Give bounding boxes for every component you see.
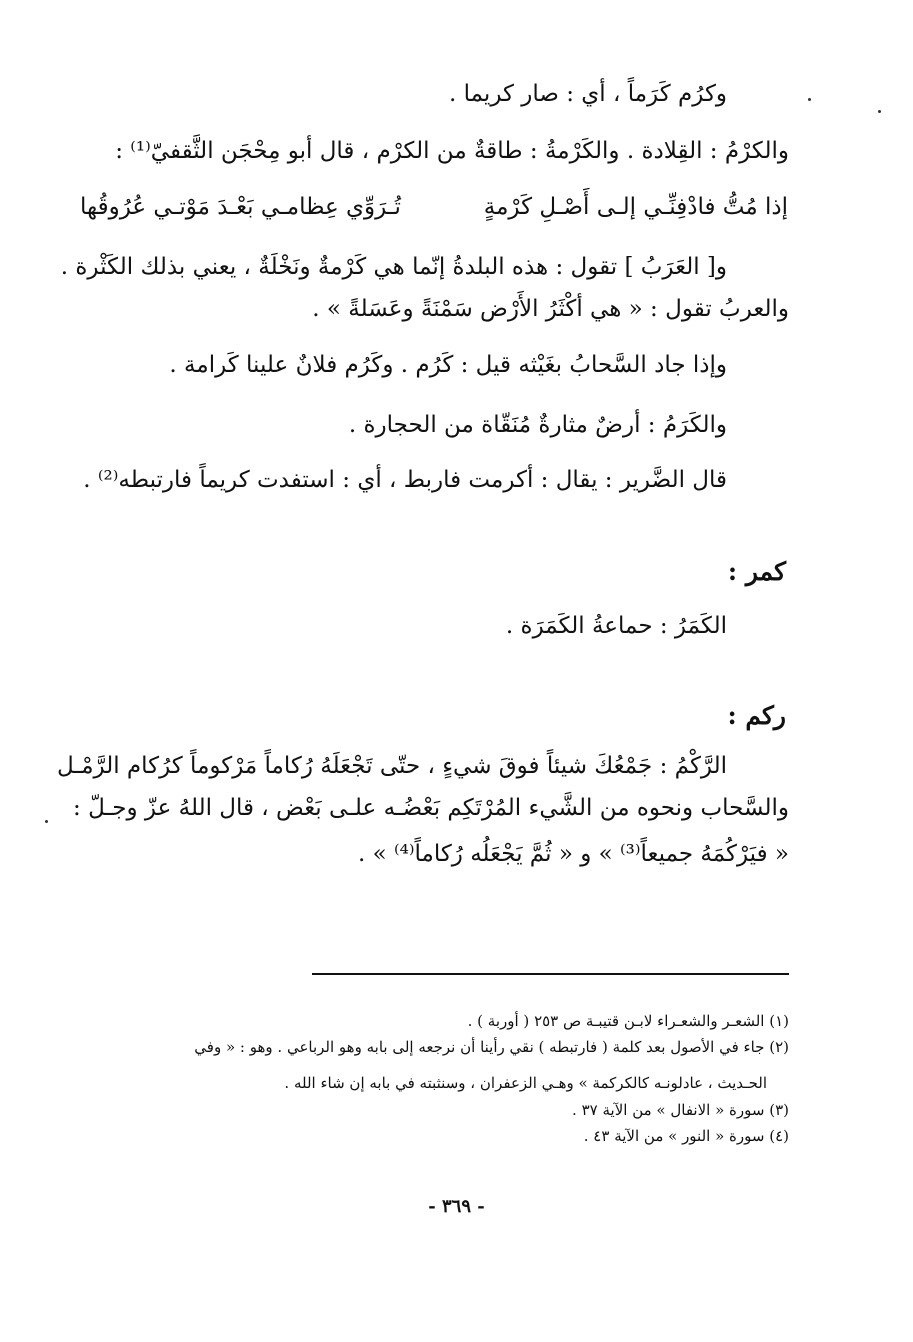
page-number: - ٣٦٩ -: [428, 1196, 485, 1217]
rakm-line-1: الرَّكْمُ : جَمْعُكَ شيئاً فوقَ شيءٍ ، حتّى تَجْعَلَهُ رُكاماً مَرْكوماً كرُكام الرَّمْـل: [57, 753, 727, 779]
kamr-line: الكَمَرُ : حماعةُ الكَمَرَة .: [505, 613, 727, 639]
footnote-2: (٢) جاء في الأصول بعد كلمة ( فارتبطه ) نقي رأينا أن نرجعه إلى بابه وهو الرباعي . وهو : « وفي: [194, 1038, 789, 1056]
karam-line-7: قال الضَّرير : يقال : أكرمت فاربط ، أي : استفدت كريماً فارتبطه⁽²⁾ .: [83, 467, 727, 493]
verse-hemistich-1: إذا مُتُّ فادْفِنِّـي إلـى أَصْـلِ كَرْمةٍ: [483, 194, 788, 220]
scan-speck: [878, 110, 881, 113]
karam-line-3: و[ العَرَبُ ] تقول : هذه البلدةُ إنّما هي كَرْمةٌ ونَخْلَةٌ ، يعني بذلك الكَثْرة .: [60, 254, 727, 280]
karam-line-4: والعربُ تقول : « هي أكْثَرُ الأَرْض سَمْنَةً وعَسَلةً » .: [312, 296, 789, 322]
entry-heading-kamr: كمر :: [727, 557, 786, 586]
rakm-line-3: « فيَرْكُمَهُ جميعاً⁽³⁾ » و « ثُمَّ يَجْعَلُه رُكاماً⁽⁴⁾ » .: [357, 841, 789, 867]
karam-line-1: وكرُم كَرَماً ، أي : صار كريما .: [449, 81, 727, 107]
rakm-line-2: والسَّحاب ونحوه من الشَّيء المُرْتَكِم بَعْضُـه علـى بَعْض ، قال اللهُ عزّ وجـلّ :: [73, 795, 789, 821]
footnote-1: (١) الشعـر والشعـراء لابـن قتيبـة ص ٢٥٣ ( أوربة ) .: [467, 1012, 789, 1030]
scan-speck: [808, 98, 811, 101]
entry-heading-rakm: ركم :: [727, 701, 786, 730]
footnote-separator: [312, 973, 789, 975]
scan-speck: [45, 820, 48, 823]
footnote-4: (٤) سورة « النور » من الآية ٤٣ .: [583, 1127, 789, 1145]
verse-hemistich-2: تُـرَوِّي عِظامـي بَعْـدَ مَوْتـي عُرُوقُها: [80, 194, 401, 220]
footnote-3: (٣) سورة « الانفال » من الآية ٣٧ .: [572, 1101, 789, 1119]
poetry-verse: [80, 193, 788, 233]
karam-line-5: وإذا جاد السَّحابُ بغَيْثه قيل : كَرُم . وكَرُم فلانٌ علينا كَرامة .: [169, 352, 727, 378]
karam-line-6: والكَرَمُ : أرضٌ مثارةٌ مُنَقّاة من الحجارة .: [348, 412, 727, 438]
karam-line-2: والكرْمُ : القِلادة . والكَرْمةُ : طاقةٌ من الكرْم ، قال أبو مِحْجَن الثَّقفيّ⁽¹⁾ :: [115, 138, 789, 164]
footnote-2-continued: الحـديث ، عادلونـه كالكركمة » وهـي الزعفران ، وسنثبته في بابه إن شاء الله .: [284, 1074, 767, 1092]
